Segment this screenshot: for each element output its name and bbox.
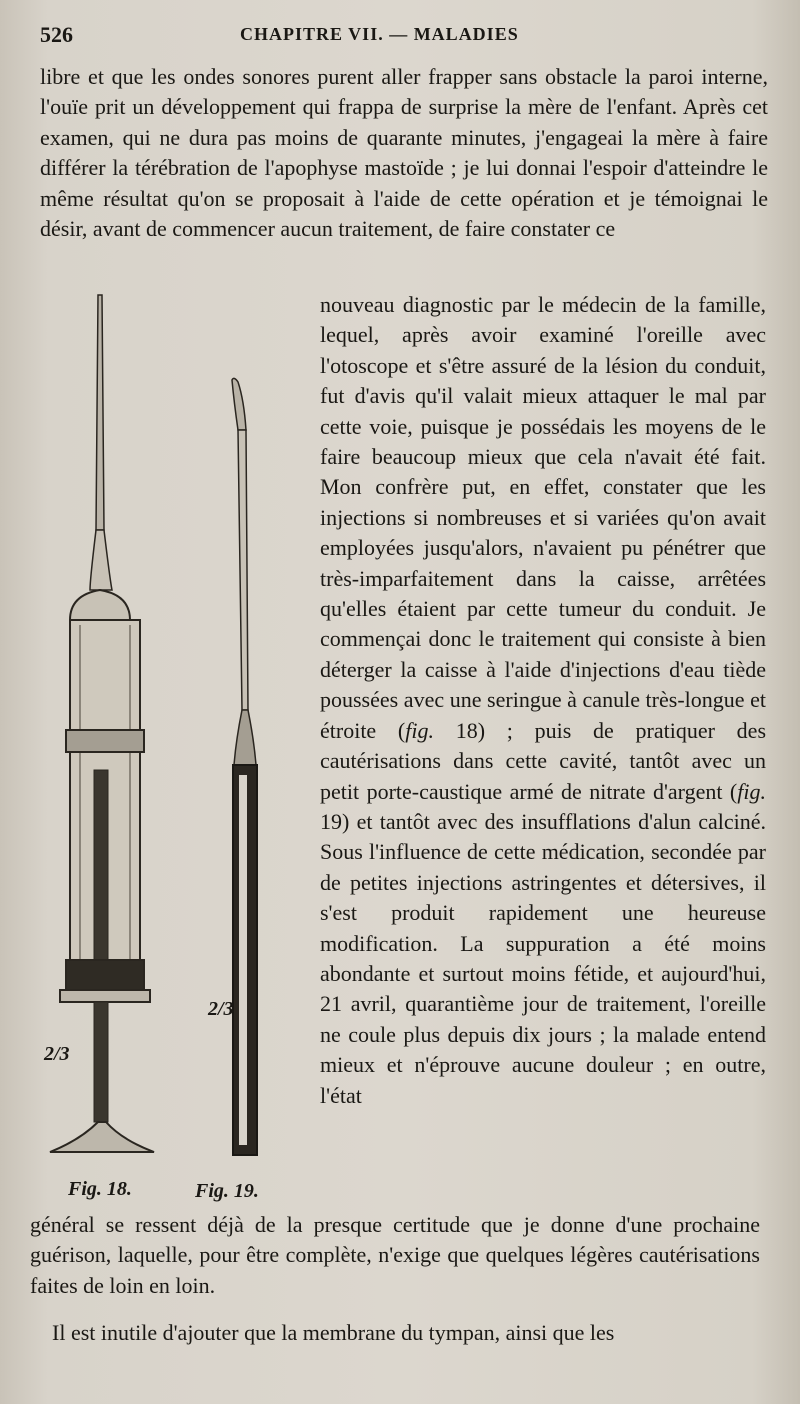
fig18-scale-label: 2/3 <box>44 1043 70 1065</box>
fig18-reference: fig. <box>405 717 434 743</box>
page-number: 526 <box>40 22 73 47</box>
porte-caustique-illustration <box>232 378 257 1155</box>
paragraph-right-part-a: nouveau diagnostic par le médecin de la famille, lequel, après avoir examiné l'oreille avec l'otoscope et s'être assuré de la lésion du conduit, fut d'avis qu'il valait mieux attaquer le mal par cette voie, puisque je possédais les moyens de le faire beaucoup mieux que cela n'avait été fait. Mon confrère put, en effet, constater que les injections si nombreuses et si variées qu'on avait employées jusqu'alors, n'avaient pu pénétrer que très-imparfaitement dans la caisse, arrêtées qu'elles étaient par cette tumeur du conduit. Je commençai donc le traitement qui consiste à bien déterger la caisse à l'aide d'injections d'eau tiède poussées avec une seringue à canule très-longue et étroite ( <box>320 292 766 743</box>
paragraph-last: Il est inutile d'ajouter que la membrane du tympan, ainsi que les <box>52 1320 615 1345</box>
fig19-reference: fig. <box>737 778 766 804</box>
paragraph-right-part-c: 19) et tantôt avec des insufflations d'alun calciné. Sous l'influence de cette médication, secondée par de petites injections astringentes et détersives, il s'est produit rapidement une heureuse modification. La suppuration a été moins abondante et surtout moins fétide, et aujourd'hui, 21 avril, quarantième jour de traitement, l'oreille ne coule plus depuis dix jours ; la malade entend mieux et n'éprouve aucune douleur ; en outre, l'état <box>320 808 766 1108</box>
running-head: CHAPITRE VII. — MALADIES <box>240 24 519 44</box>
fig18-caption: Fig. 18. <box>68 1178 132 1200</box>
figures-area <box>30 290 310 1210</box>
fig19-caption: Fig. 19. <box>195 1180 259 1202</box>
syringe-illustration <box>50 295 154 1152</box>
paragraph-bottom: général se ressent déjà de la presque certitude que je donne d'une prochaine guérison, laquelle, pour être complète, n'exige que quelques légères cautérisations faites de loin en loin. <box>30 1212 760 1298</box>
figure-illustrations <box>30 290 310 1210</box>
paragraph-top: libre et que les ondes sonores purent aller frapper sans obstacle la paroi interne, l'ouïe prit un développement qui frappa de surprise la mère de l'enfant. Après cet examen, qui ne dura pas moins de quarante minutes, j'engageai la mère à faire différer la térébration de l'apophyse mastoïde ; je lui donnai l'espoir d'atteindre le même résultat qu'on se proposait à l'aide de cette opération et je témoignai le désir, avant de commencer aucun traitement, de faire constater ce <box>40 64 768 242</box>
fig19-scale-label: 2/3 <box>208 998 234 1020</box>
paragraph-right <box>320 290 766 1111</box>
page-header <box>40 22 770 52</box>
paragraph-right-part-b: 18) ; puis de pratiquer des cautérisations dans cette cavité, tantôt avec un petit porte-caustique armé de nitrate d'argent ( <box>320 717 767 804</box>
